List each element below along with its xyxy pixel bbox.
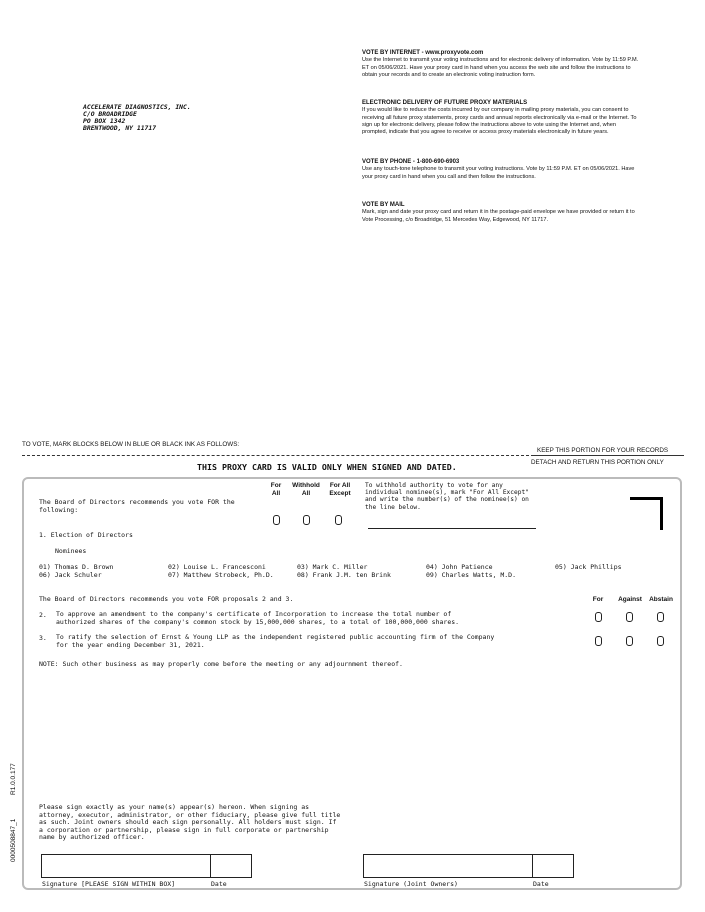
- signature-date-label: Date: [211, 880, 227, 888]
- proposal-2-number: 2.: [39, 611, 47, 619]
- keep-portion-label: KEEP THIS PORTION FOR YOUR RECORDS: [537, 447, 669, 454]
- joint-signature-label: Signature (Joint Owners): [364, 880, 458, 888]
- vote-mail-heading: VOTE BY MAIL: [362, 202, 405, 208]
- nominee-item: 09) Charles Watts, M.D.: [426, 571, 517, 579]
- col-withhold-all: Withhold All: [292, 482, 320, 497]
- board-recommendation-proposals: The Board of Directors recommends you vote FOR proposals 2 and 3.: [39, 595, 294, 603]
- for-all-checkbox[interactable]: [273, 515, 280, 525]
- withhold-instruction: To withhold authority to vote for any individual nominee(s), mark "For All Except" and write the number(s) of the nominee(s) on the line below.: [365, 482, 529, 511]
- vote-by-phone-section: [362, 159, 642, 181]
- col-abstain: Abstain: [649, 596, 673, 603]
- withhold-all-checkbox[interactable]: [303, 515, 310, 525]
- for-all-except-checkbox[interactable]: [335, 515, 342, 525]
- vote-mail-body: Mark, sign and date your proxy card and return it in the postage-paid envelope we have provided or return it to Vote Processing, c/o Broadridge, 51 Mercedes Way, Edgewood, NY 11717.: [362, 209, 635, 223]
- proposal-2-against-checkbox[interactable]: [626, 612, 633, 622]
- note: NOTE: Such other business as may properly come before the meeting or any adjournment thereof.: [39, 660, 403, 668]
- electronic-delivery-section: [362, 100, 642, 136]
- proposal-3-number: 3.: [39, 634, 47, 642]
- proposal-2-text: To approve an amendment to the company's certificate of Incorporation to increase the total number of authorized shares of the company's common stock by 15,000,000 shares, to a total of 100,000,000 shares.: [56, 610, 460, 626]
- detach-portion-label: DETACH AND RETURN THIS PORTION ONLY: [531, 459, 664, 466]
- address-line: C/O BROADRIDGE: [83, 110, 137, 118]
- proposal-3-abstain-checkbox[interactable]: [657, 636, 664, 646]
- proposal-3-text: To ratify the selection of Ernst & Young LLP as the independent registered public accounting firm of the Company for the year ending December 31, 2021.: [56, 633, 495, 649]
- nominee-item: 04) John Patience: [426, 563, 493, 571]
- proposal-2-for-checkbox[interactable]: [595, 612, 602, 622]
- vote-by-mail-section: [362, 202, 642, 224]
- signing-instructions: Please sign exactly as your name(s) appear(s) hereon. When signing as attorney, executor, administrator, or other fiduciary, please give full title as such. Joint owners should each sign personally. All holders must sign. If a corporation or partnership, please sign in full corporate or partnership name by authorized officer.: [39, 803, 341, 841]
- joint-signature-date-box[interactable]: [532, 854, 574, 878]
- address-line: BRENTWOOD, NY 11717: [83, 124, 157, 132]
- except-nominee-line[interactable]: [368, 528, 536, 529]
- vote-phone-heading: VOTE BY PHONE - 1-800-690-6903: [362, 159, 460, 165]
- proposal-2-abstain-checkbox[interactable]: [657, 612, 664, 622]
- vote-by-internet-section: [362, 50, 642, 79]
- col-for: For: [592, 596, 604, 603]
- detach-dashed-line: [22, 455, 534, 456]
- vote-internet-heading: VOTE BY INTERNET - www.proxyvote.com: [362, 50, 484, 56]
- nominee-item: 07) Matthew Strobeck, Ph.D.: [168, 571, 274, 579]
- side-code-revision: R1.0.0.177: [10, 763, 17, 795]
- signature-date-box[interactable]: [210, 854, 252, 878]
- nominee-item: 03) Mark C. Miller: [297, 563, 368, 571]
- valid-notice: THIS PROXY CARD IS VALID ONLY WHEN SIGNED AND DATED.: [197, 462, 457, 472]
- mailing-address: [83, 104, 191, 132]
- col-for-all: For All: [270, 482, 282, 497]
- address-line: ACCELERATE DIAGNOSTICS, INC.: [83, 103, 191, 111]
- nominee-item: 06) Jack Schuler: [39, 571, 102, 579]
- side-code-control: 0000508847_1: [10, 818, 17, 862]
- electronic-delivery-heading: ELECTRONIC DELIVERY OF FUTURE PROXY MATERIALS: [362, 100, 528, 106]
- proposal-3-against-checkbox[interactable]: [626, 636, 633, 646]
- nominee-item: 02) Louise L. Francesconi: [168, 563, 266, 571]
- joint-signature-date-label: Date: [533, 880, 549, 888]
- board-recommendation-directors: The Board of Directors recommends you vote FOR the following:: [39, 498, 235, 514]
- proposal-3-for-checkbox[interactable]: [595, 636, 602, 646]
- corner-mark: [630, 497, 663, 530]
- joint-signature-box[interactable]: [363, 854, 533, 878]
- vote-phone-body: Use any touch-tone telephone to transmit your voting instructions. Vote by 11:59 P.M. ET on 05/06/2021. Have your proxy card in hand when you call and then follow the instructions.: [362, 166, 635, 180]
- electronic-delivery-body: If you would like to reduce the costs incurred by our company in mailing proxy materials, you can consent to receiving all future proxy statements, proxy cards and annual reports electronically via e-mail or the Internet. To sign up for electronic delivery, please follow the instructions above to vote using the Internet and, when prompted, indicate that you agree to receive or access proxy materials electronically in future years.: [362, 107, 637, 136]
- detach-line-right: [534, 455, 684, 456]
- nominee-item: 05) Jack Phillips: [555, 563, 622, 571]
- signature-box[interactable]: [41, 854, 211, 878]
- item-election-of-directors: 1. Election of Directors: [39, 531, 133, 539]
- nominees-label: Nominees: [55, 547, 87, 555]
- mark-instruction: TO VOTE, MARK BLOCKS BELOW IN BLUE OR BLACK INK AS FOLLOWS:: [22, 441, 240, 448]
- address-line: PO BOX 1342: [83, 117, 126, 125]
- nominee-item: 08) Frank J.M. ten Brink: [297, 571, 391, 579]
- col-against: Against: [618, 596, 642, 603]
- nominee-item: 01) Thomas D. Brown: [39, 563, 114, 571]
- signature-label: Signature [PLEASE SIGN WITHIN BOX]: [42, 880, 176, 888]
- col-for-all-except: For All Except: [329, 482, 351, 497]
- vote-internet-body: Use the Internet to transmit your voting instructions and for electronic delivery of information. Vote by 11:59 P.M. ET on 05/06/2021. Have your proxy card in hand when you access the web site and follow the instructions to obtain your records and to create an electronic voting instruction form.: [362, 57, 639, 78]
